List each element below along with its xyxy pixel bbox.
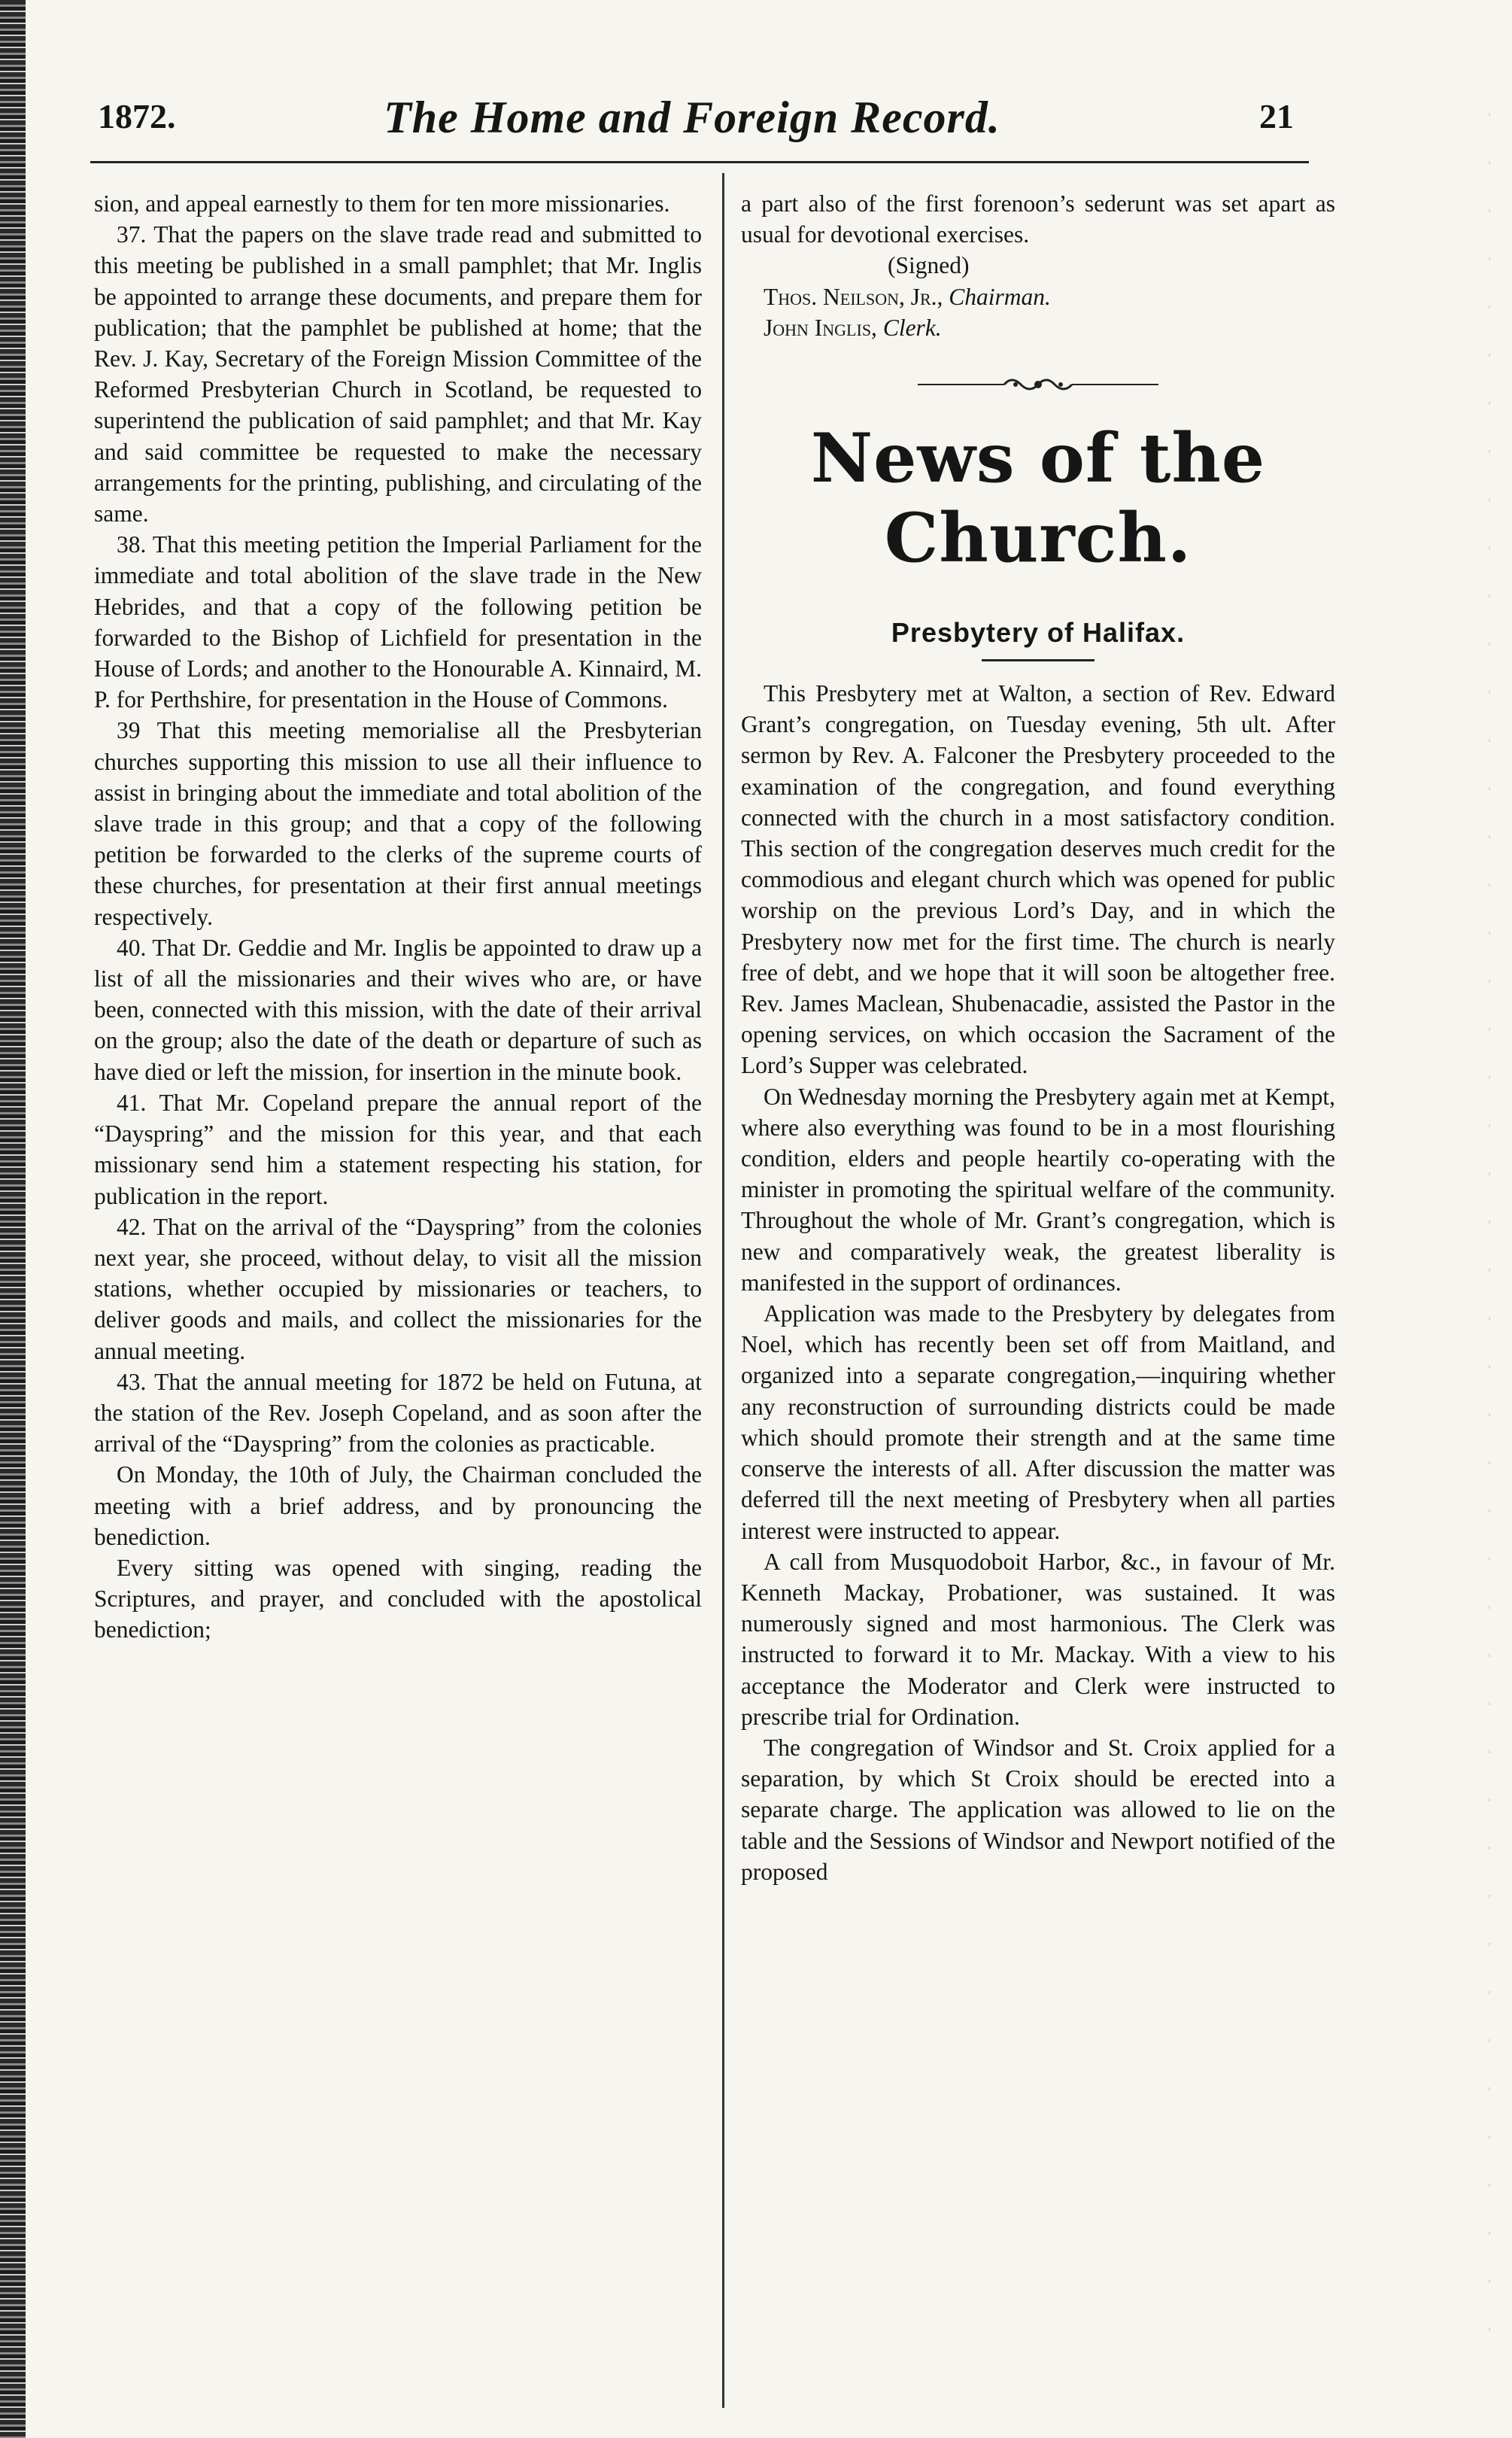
signature-role: Chairman. [949,283,1051,310]
left-column [94,188,702,1646]
column-divider [722,173,724,2408]
paragraph: On Monday, the 10th of July, the Chairman concluded the meeting with a brief address, and by pronouncing the benediction. [94,1461,702,1550]
signature-name: Thos. Neilson, Jr., [764,283,943,310]
paragraph: 41. That Mr. Copeland prepare the annual report of the “Dayspring” and the mission for this year, and that each missionary send him a statement respecting his station, for publication in the report. [94,1089,702,1209]
page-binding-edge [0,0,26,2438]
paragraph: sion, and appeal earnestly to them for ten more missionaries. [94,190,670,217]
paragraph: 43. That the annual meeting for 1872 be held on Futuna, at the station of the Rev. Joseph Copeland, and as soon after the arrival of the “Dayspring” from the colonies as practicable. [94,1368,702,1458]
paragraph: a part also of the first forenoon’s sederunt was set apart as usual for devotional exercises. [741,190,1335,248]
header-title: The Home and Foreign Record. [384,93,1000,142]
paragraph: 38. That this meeting petition the Imperial Parliament for the immediate and total abolition of the slave trade in the New Hebrides, and that a copy of the following petition be forwarded to the Bishop of Lichfield for presentation in the House of Lords; and another to the Honourable A. Kinnaird, M. P. for Perthshire, for presentation in the House of Commons. [94,531,702,713]
paragraph: The congregation of Windsor and St. Croix applied for a separation, by which St Croix should be erected into a separate charge. The application was allowed to lie on the table and the Sessions of Windsor and Newport notified of the proposed [741,1734,1335,1885]
paragraph: Application was made to the Presbytery by delegates from Noel, which has recently been set off from Maitland, and organized into a separate congregation,—inquiring whether any reconstruction of surrounding districts could be made which should promote their strength and at the same time conserve the interests of all. After discussion the matter was deferred till the next meeting of Presbytery when all parties interest were instructed to appear. [741,1300,1335,1544]
paragraph: 39 That this meeting memorialise all the Presbyterian churches supporting this mission to use all their influence to assist in bringing about the immediate and total abolition of the slave trade in this group; and that a copy of the following petition be forwarded to the clerks of the supreme courts of these churches, for presentation at their first annual meetings respectively. [94,717,702,930]
page-number: 21 [1259,97,1294,135]
paragraph: 42. That on the arrival of the “Dayspring” from the colonies next year, she proceed, without delay, to visit all the mission stations, whether occupied by missionaries or teachers, to deliver goods and mails, and collect the missionaries for the annual meeting. [94,1213,702,1364]
signature-name: John Inglis, [764,314,877,341]
signature-chairman [741,281,1335,312]
section-title: News of the Church. [810,418,1266,579]
running-header [90,93,1294,157]
signature-clerk [741,312,1335,343]
header-year: 1872. [98,97,176,135]
subsection-rule [982,659,1095,661]
paragraph: 37. That the papers on the slave trade read and submitted to this meeting be published in a small pamphlet; that Mr. Inglis be appointed to arrange these documents, and prepare them for publication; that the pamphlet be published at home; that the Rev. J. Kay, Secretary of the Foreign Mission Committee of the Reformed Presbyterian Church in Scotland, be requested to superintend the publication of said pamphlet; and that Mr. Kay and said committee be requested to make the necessary arrangements for the printing, publishing, and circulating of the same. [94,221,702,527]
paragraph: Every sitting was opened with singing, reading the Scriptures, and prayer, and concluded with the apostolical benediction; [94,1554,702,1643]
paragraph: 40. That Dr. Geddie and Mr. Inglis be appointed to draw up a list of all the missionaries and their wives who are, or have been, connected with this mission, with the date of their arrival on the group; also the date of the death or departure of such as have died or left the mission, for insertion in the minute book. [94,934,702,1085]
header-rule [90,161,1309,163]
paragraph: On Wednesday morning the Presbytery again met at Kempt, where also everything was found to be in a most flourishing condition, elders and people heartily co-operating with the minister in promoting the spiritual welfare of the community. Throughout the whole of Mr. Grant’s congregation, which is new and comparatively weak, the greatest liberality is manifested in the support of ordinances. [741,1083,1335,1296]
subsection-title: Presbytery of Halifax. [891,617,1186,649]
signed-label: (Signed) [888,252,970,279]
right-column [741,188,1335,1887]
paragraph: This Presbytery met at Walton, a section of Rev. Edward Grant’s congregation, on Tuesday evening, 5th ult. After sermon by Rev. A. Falconer the Presbytery proceeded to the examination of the congregation, and found everything connected with the church in a most satisfactory condition. This section of the congregation deserves much credit for the commodious and elegant church which was opened for public worship on the previous Lord’s Day, and in which the Presbytery now met for the first time. The church is nearly free of debt, and we hope that it will soon be altogether free. Rev. James Maclean, Shubenacadie, assisted the Pastor in the opening services, on which occasion the Sacrament of the Lord’s Supper was celebrated. [741,680,1335,1079]
paragraph: A call from Musquodoboit Harbor, &c., in favour of Mr. Kenneth Mackay, Probationer, was sustained. It was numerously signed and most harmonious. The Clerk was instructed to forward it to Mr. Mackay. With a view to his acceptance the Moderator and Clerk were instructed to prescribe trial for Ordination. [741,1548,1335,1730]
page-edge-marks [1482,113,1497,2370]
signature-role: Clerk. [882,314,942,341]
ornament-divider [914,373,1162,396]
